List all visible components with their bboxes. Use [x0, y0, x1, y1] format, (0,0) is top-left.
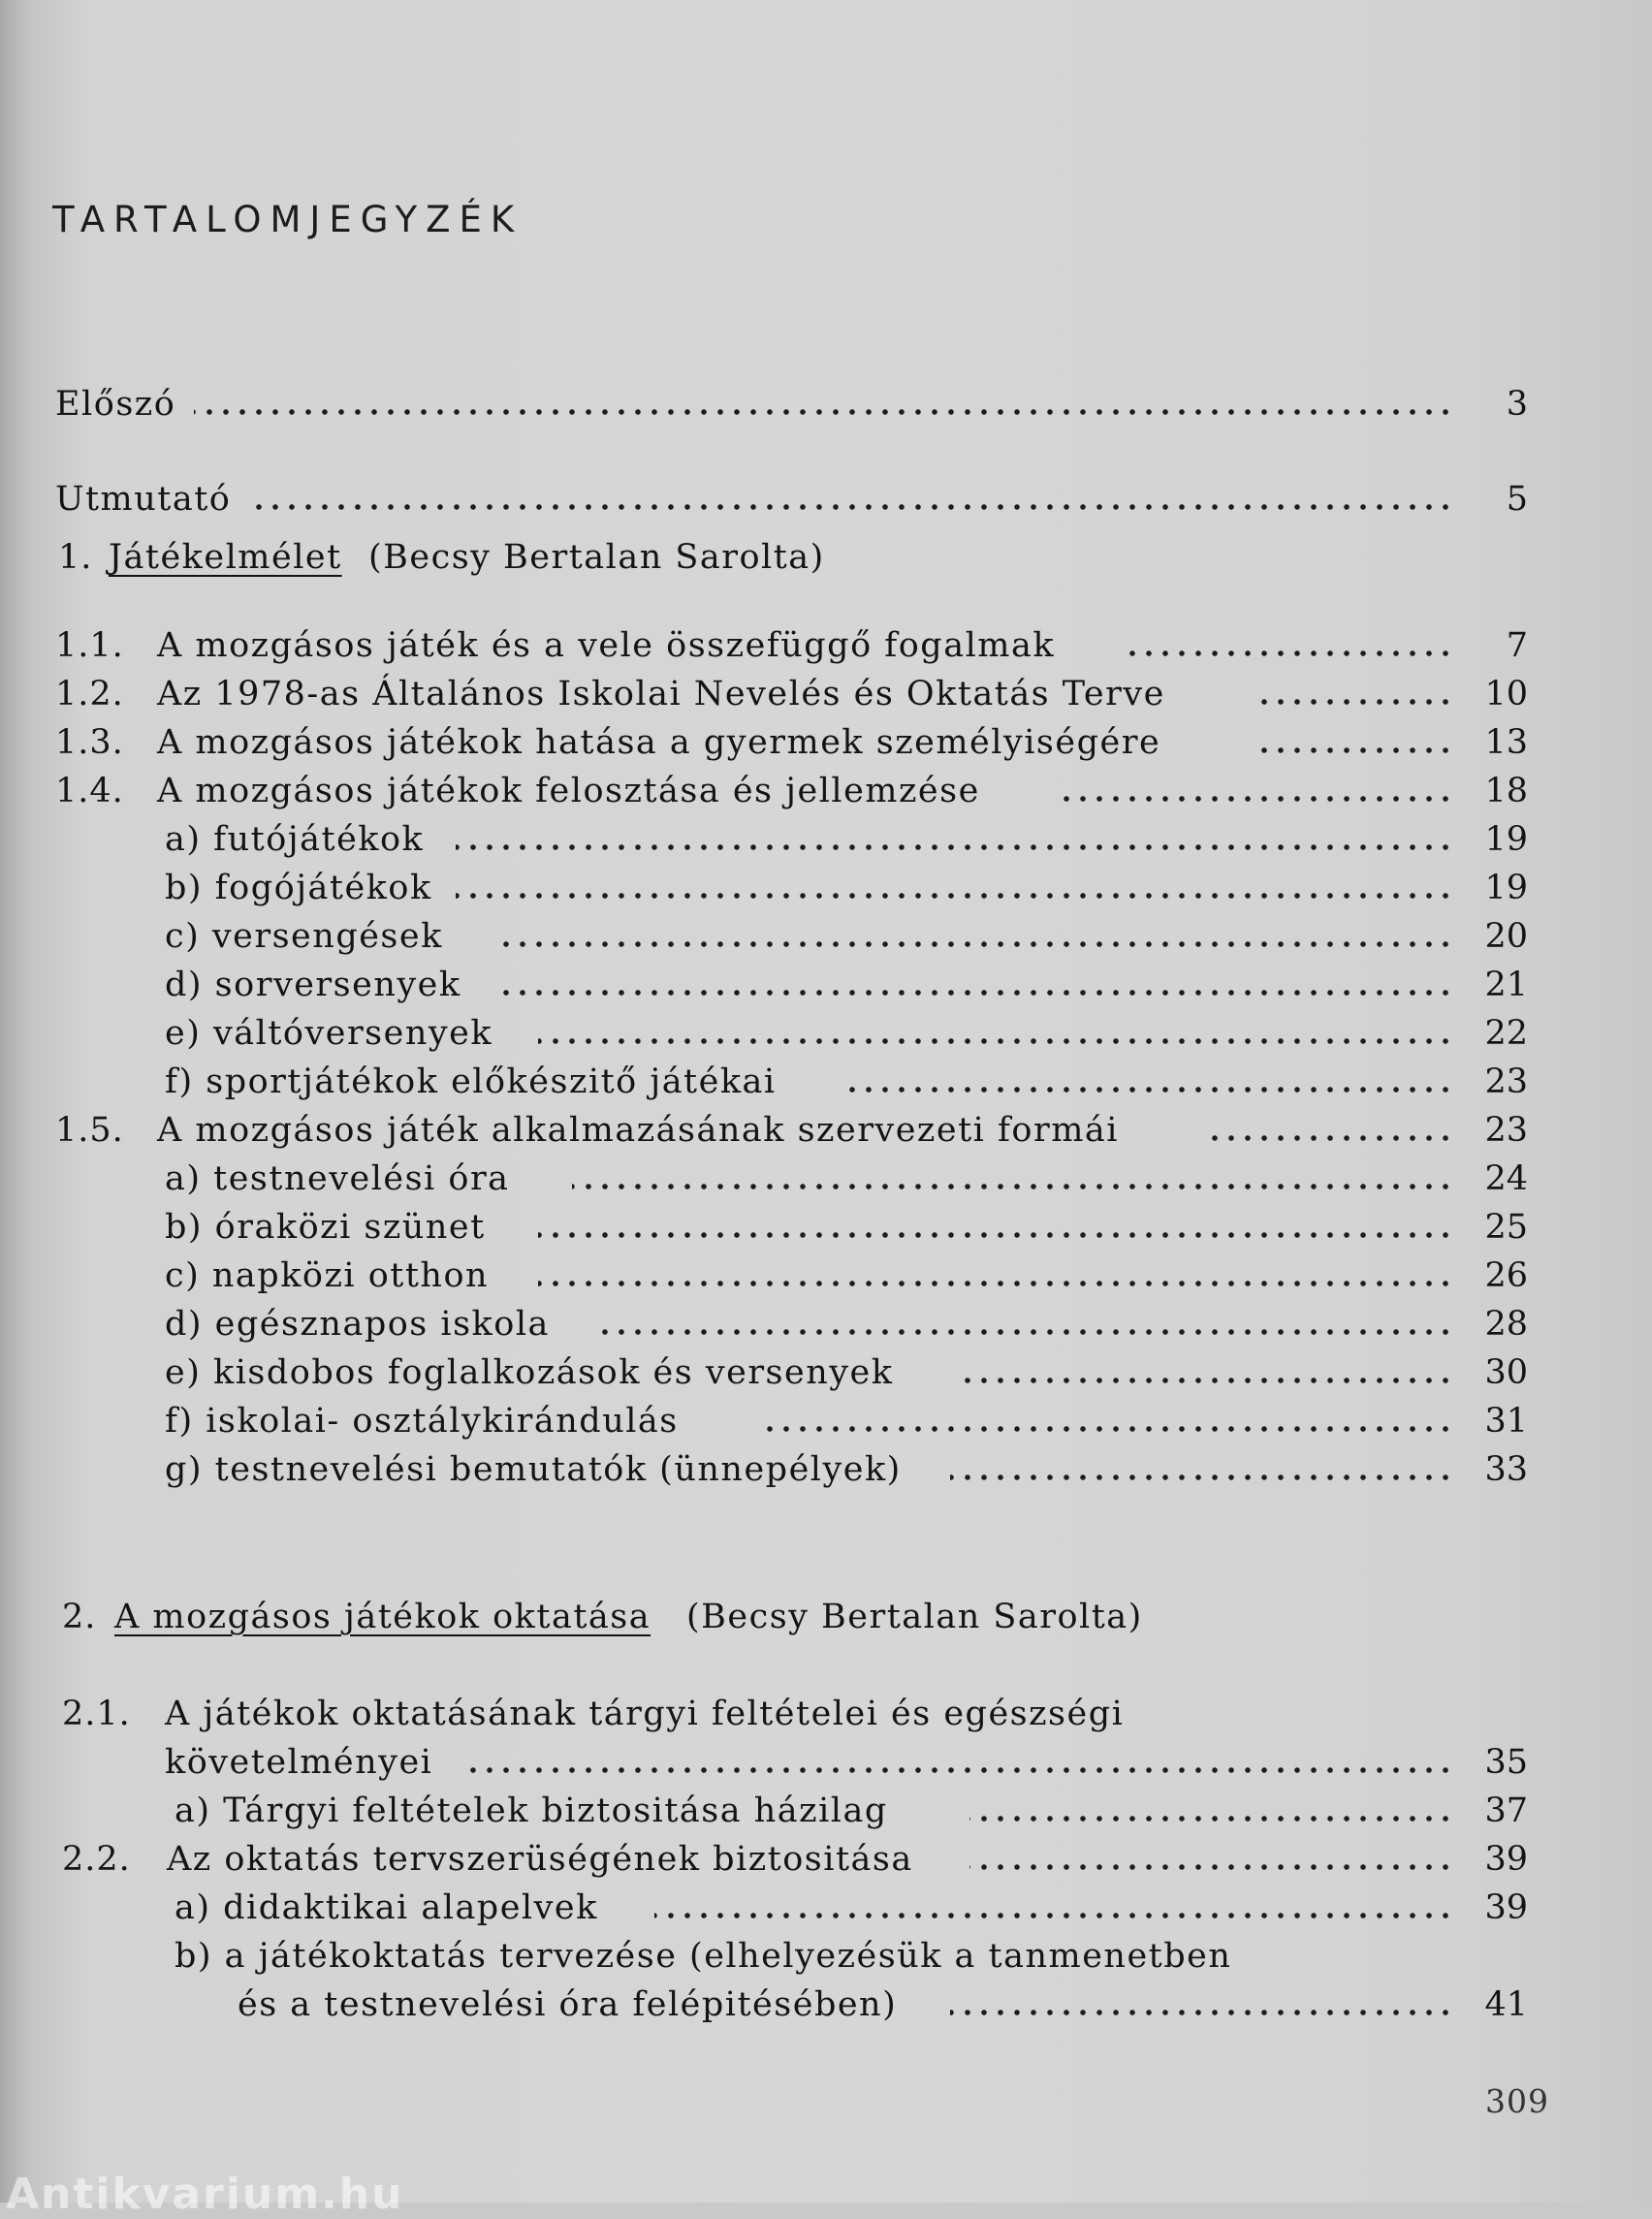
toc-page-number: 35: [1484, 1743, 1528, 1782]
section-number: 1.3.: [55, 723, 124, 762]
toc-subitem-2-2-a[interactable]: [0, 1884, 1652, 1932]
leader-dots: [572, 1180, 1458, 1193]
leader-dots: [950, 1471, 1458, 1484]
leader-dots: [254, 500, 1458, 514]
toc-page-number: 23: [1484, 1062, 1528, 1101]
leader-dots: [538, 1277, 1458, 1290]
toc-page-number: 39: [1484, 1840, 1528, 1879]
chapter-title: A mozgásos játékok oktatása: [114, 1598, 651, 1636]
toc-subitem-1-4-b[interactable]: [0, 864, 1652, 912]
chapter-author: (Becsy Bertalan Sarolta): [368, 538, 825, 577]
leader-dots: [848, 1083, 1458, 1096]
toc-entry-title: b) óraközi szünet: [165, 1208, 486, 1247]
toc-page-number: 24: [1484, 1159, 1528, 1198]
section-number: 1.2.: [55, 675, 124, 713]
chapter-number: 1.: [58, 538, 93, 577]
toc-entry-title: e) kisdobos foglalkozások és versenyek: [165, 1353, 894, 1392]
toc-entry-title-line2: követelményei: [165, 1743, 433, 1782]
toc-chapter-1[interactable]: [0, 533, 1652, 582]
section-number: 1.4.: [55, 772, 124, 810]
toc-entry-title: c) versengések: [165, 917, 443, 956]
toc-subitem-2-1-a[interactable]: [0, 1787, 1652, 1835]
leader-dots: [654, 1909, 1458, 1922]
toc-page-number: 26: [1484, 1256, 1528, 1295]
toc-page-number: 33: [1484, 1450, 1528, 1489]
toc-section-2-1-cont[interactable]: [0, 1738, 1652, 1787]
page-title: TARTALOMJEGYZÉK: [52, 199, 524, 240]
toc-section-2-2[interactable]: [0, 1835, 1652, 1884]
toc-entry-title: a) futójátékok: [165, 820, 425, 859]
toc-section-1-3[interactable]: [0, 718, 1652, 767]
toc-entry-title: d) sorversenyek: [165, 966, 461, 1004]
toc-page-number: 13: [1484, 723, 1528, 762]
leader-dots: [1057, 792, 1458, 806]
toc-page-number: 41: [1484, 1985, 1528, 2024]
toc-page-number: 37: [1484, 1791, 1528, 1830]
toc-page-number: 22: [1484, 1014, 1528, 1053]
toc-subitem-1-5-c[interactable]: [0, 1252, 1652, 1300]
leader-dots: [538, 1034, 1458, 1048]
toc-entry-title-line2: és a testnevelési óra felépitésében): [238, 1985, 898, 2024]
toc-entry-title: f) iskolai- osztálykirándulás: [165, 1402, 679, 1441]
toc-entry-title-line1: A játékok oktatásának tárgyi feltételei és egészségi: [165, 1695, 1125, 1733]
toc-entry-title: a) Tárgyi feltételek biztositása házilag: [175, 1791, 888, 1830]
toc-page-number: 21: [1484, 966, 1528, 1004]
toc-entry-title: a) didaktikai alapelvek: [175, 1888, 598, 1927]
leader-dots: [538, 1228, 1458, 1242]
toc-page-number: 19: [1484, 869, 1528, 907]
toc-page-number: 20: [1484, 917, 1528, 956]
toc-entry-title: g) testnevelési bemutatók (ünnepélyek): [165, 1450, 902, 1489]
section-number: 2.1.: [62, 1695, 131, 1733]
chapter-number: 2.: [62, 1598, 97, 1636]
toc-entry-title: c) napközi otthon: [165, 1256, 490, 1295]
toc-subitem-2-2-b[interactable]: [0, 1932, 1652, 1981]
leader-dots: [591, 1325, 1458, 1339]
toc-page-number: 23: [1484, 1111, 1528, 1150]
toc-entry-title: d) egésznapos iskola: [165, 1305, 550, 1344]
toc-subitem-1-4-c[interactable]: [0, 912, 1652, 961]
toc-subitem-1-4-d[interactable]: [0, 961, 1652, 1009]
toc-page-number: 28: [1484, 1305, 1528, 1344]
toc-section-1-2[interactable]: [0, 670, 1652, 718]
toc-page-number: 5: [1506, 480, 1528, 519]
section-number: 1.1.: [55, 626, 124, 665]
toc-entry-title-line1: b) a játékoktatás tervezése (elhelyezésük a tanmenetben: [175, 1937, 1232, 1976]
leader-dots: [969, 1860, 1458, 1874]
toc-entry-eloszo[interactable]: [0, 380, 1652, 428]
leader-dots: [969, 1812, 1458, 1825]
toc-subitem-1-5-g[interactable]: [0, 1445, 1652, 1494]
toc-section-2-1[interactable]: [0, 1690, 1652, 1738]
leader-dots: [1251, 744, 1458, 757]
toc-entry-title: A mozgásos játék alkalmazásának szervezeti formái: [157, 1111, 1119, 1150]
leader-dots: [456, 889, 1458, 903]
toc-page-number: 31: [1484, 1402, 1528, 1441]
leader-dots: [465, 1763, 1458, 1777]
toc-entry-title: Az oktatás tervszerüségének biztositása: [167, 1840, 913, 1879]
toc-subitem-1-5-e[interactable]: [0, 1348, 1652, 1397]
toc-subitem-1-5-d[interactable]: [0, 1300, 1652, 1348]
page-number: 309: [1485, 2082, 1549, 2120]
toc-entry-title: A mozgásos játékok hatása a gyermek személyiségére: [157, 723, 1161, 762]
toc-page-number: 19: [1484, 820, 1528, 859]
toc-subitem-1-4-f[interactable]: [0, 1058, 1652, 1106]
section-number: 1.5.: [55, 1111, 124, 1150]
leader-dots: [950, 2006, 1458, 2019]
leader-dots: [456, 840, 1458, 854]
toc-entry-title: b) fogójátékok: [165, 869, 432, 907]
watermark: Antikvarium.hu: [6, 2170, 404, 2219]
toc-section-1-5[interactable]: [0, 1106, 1652, 1155]
toc-entry-title: A mozgásos játékok felosztása és jellemzése: [157, 772, 980, 810]
toc-subitem-2-2-b-cont[interactable]: [0, 1981, 1652, 2029]
toc-subitem-1-5-f[interactable]: [0, 1397, 1652, 1445]
leader-dots: [499, 937, 1458, 951]
toc-entry-title: Előszó: [55, 385, 176, 424]
toc-page-number: 3: [1506, 385, 1528, 424]
chapter-author: (Becsy Bertalan Sarolta): [686, 1598, 1143, 1636]
toc-page-number: 39: [1484, 1888, 1528, 1927]
toc-subitem-1-4-e[interactable]: [0, 1009, 1652, 1058]
toc-page-number: 10: [1484, 675, 1528, 713]
toc-entry-title: e) váltóversenyek: [165, 1014, 493, 1053]
leader-dots: [1125, 647, 1458, 660]
leader-dots: [955, 1374, 1458, 1387]
leader-dots: [194, 405, 1458, 419]
toc-page-number: 30: [1484, 1353, 1528, 1392]
leader-dots: [1207, 1131, 1458, 1145]
toc-page-number: 18: [1484, 772, 1528, 810]
toc-entry-title: a) testnevelési óra: [165, 1159, 510, 1198]
toc-subitem-1-5-b[interactable]: [0, 1203, 1652, 1252]
leader-dots: [499, 986, 1458, 999]
toc-entry-title: Az 1978-as Általános Iskolai Nevelés és Oktatás Terve: [157, 675, 1165, 713]
toc-entry-utmutato[interactable]: [0, 475, 1652, 523]
toc-entry-title: f) sportjátékok előkészitő játékai: [165, 1062, 777, 1101]
leader-dots: [766, 1422, 1458, 1436]
toc-section-1-4[interactable]: [0, 767, 1652, 815]
toc-section-1-1[interactable]: [0, 621, 1652, 670]
toc-entry-title: Utmutató: [55, 480, 232, 519]
toc-page-number: 7: [1506, 626, 1528, 665]
section-number: 2.2.: [62, 1840, 131, 1879]
toc-entry-title: A mozgásos játék és a vele összefüggő fogalmak: [157, 626, 1056, 665]
chapter-title: Játékelmélet: [109, 538, 342, 577]
toc-subitem-1-4-a[interactable]: [0, 815, 1652, 864]
toc-chapter-2[interactable]: [0, 1593, 1652, 1641]
toc-subitem-1-5-a[interactable]: [0, 1155, 1652, 1203]
toc-page-number: 25: [1484, 1208, 1528, 1247]
leader-dots: [1251, 695, 1458, 709]
